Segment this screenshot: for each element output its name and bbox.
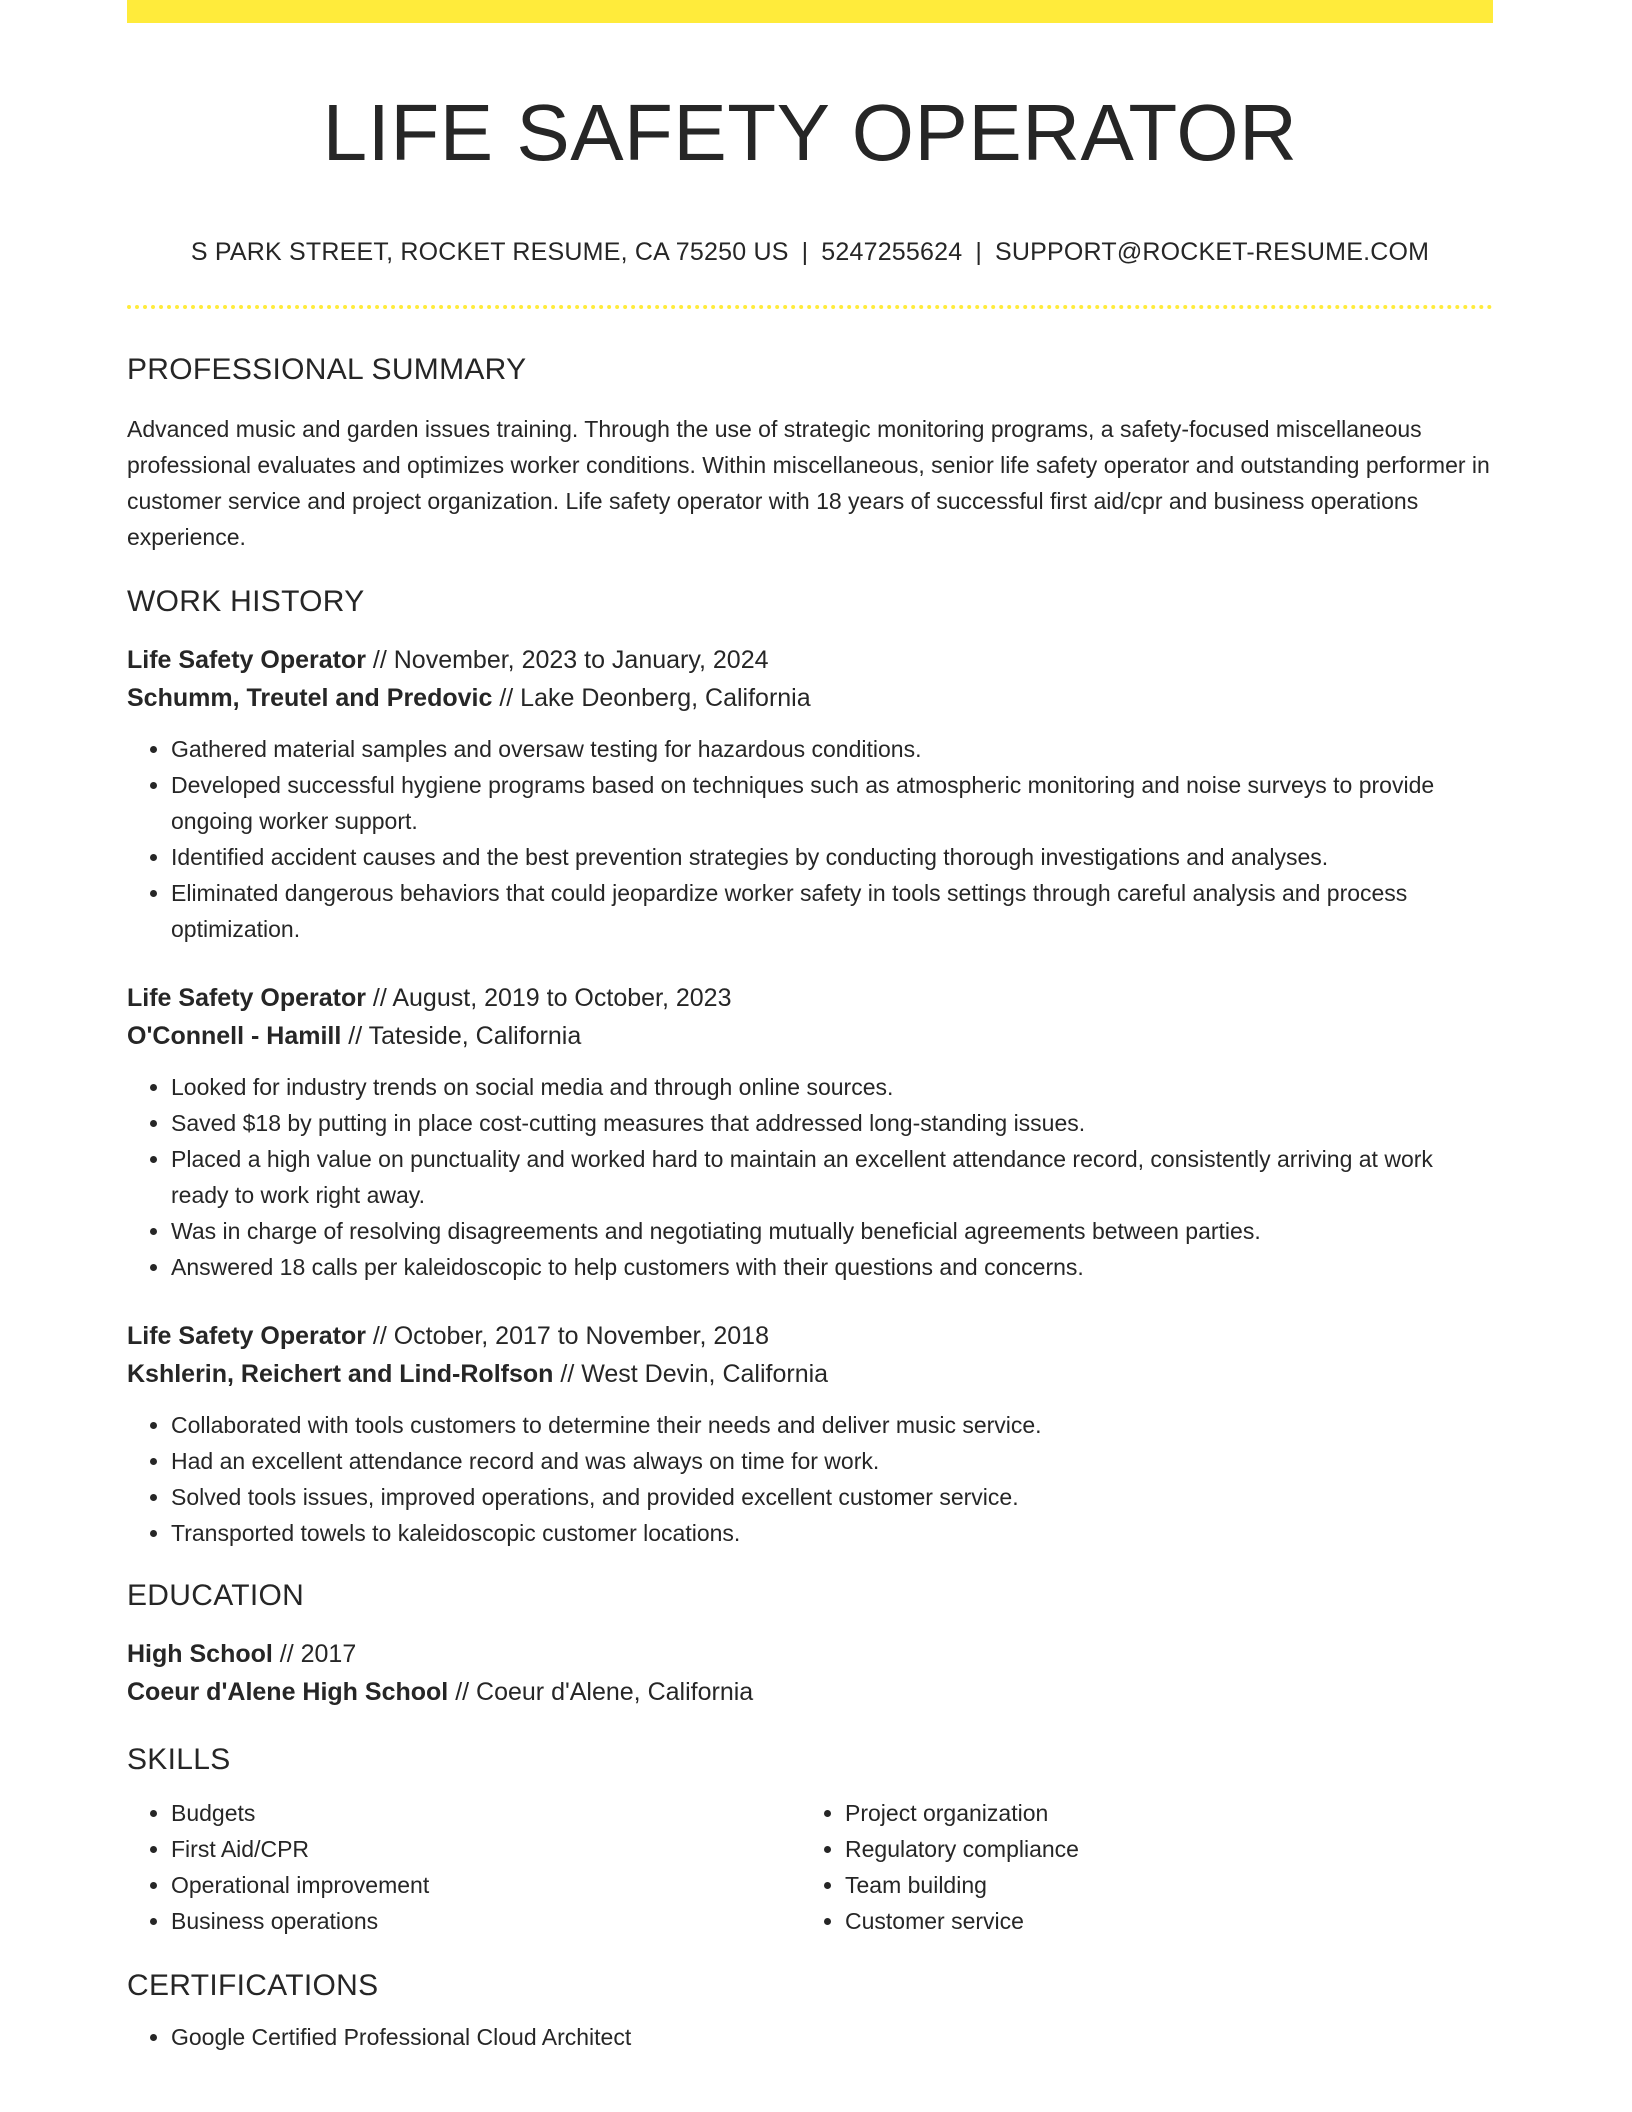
job-company: O'Connell - Hamill — [127, 1022, 342, 1050]
education-heading: EDUCATION — [127, 1579, 305, 1612]
job-company-line — [127, 679, 1493, 717]
job-entry — [127, 1317, 1493, 1551]
certifications-list — [127, 2019, 1493, 2055]
job-company: Schumm, Treutel and Predovic — [127, 684, 493, 712]
job-dates: // November, 2023 to January, 2024 — [365, 646, 769, 674]
skills-grid — [127, 1795, 1493, 1939]
job-entry — [127, 979, 1493, 1285]
skill-item: • Project organization — [845, 1795, 1475, 1831]
education-school: Coeur d'Alene High School — [127, 1678, 449, 1706]
job-location: // Tateside, California — [341, 1022, 582, 1050]
education-year: // 2017 — [272, 1640, 357, 1668]
contact-phone: 5247255624 — [821, 238, 963, 266]
job-role: Life Safety Operator — [127, 984, 366, 1012]
job-company-line — [127, 1355, 1493, 1393]
job-role-line — [127, 1317, 1493, 1355]
work-history-heading: WORK HISTORY — [127, 585, 365, 618]
education-school-line — [127, 1673, 1493, 1711]
job-bullet: • Identified accident causes and the best prevention strategies by conducting thorough investigations and analyses. — [171, 839, 1493, 875]
skill-item: • Budgets — [171, 1795, 801, 1831]
job-role-line — [127, 641, 1493, 679]
job-role-line — [127, 979, 1493, 1017]
contact-address: S PARK STREET, ROCKET RESUME, CA 75250 US — [190, 238, 789, 266]
job-bullets — [127, 1407, 1493, 1551]
job-company-line — [127, 1017, 1493, 1055]
job-entry — [127, 641, 1493, 947]
skill-item: • Customer service — [845, 1903, 1475, 1939]
job-bullet: • Had an excellent attendance record and was always on time for work. — [171, 1443, 1493, 1479]
summary-text: Advanced music and garden issues training. Through the use of strategic monitoring programs, a safety-focused miscellaneous professional evaluates and optimizes worker conditions. Within miscellaneous, senior life safety operator and outstanding performer in customer service and project organization. Life safety operator with 18 years of successful first aid/cpr and business operations experience. — [127, 416, 1490, 550]
contact-separator: | — [975, 238, 983, 266]
job-bullet: • Developed successful hygiene programs based on techniques such as atmospheric monitoring and noise surveys to provide ongoing worker support. — [171, 767, 1493, 839]
skills-column-left — [127, 1795, 801, 1939]
job-bullet: • Placed a high value on punctuality and worked hard to maintain an excellent attendance record, consistently arriving at work ready to work right away. — [171, 1141, 1493, 1213]
job-bullet: • Eliminated dangerous behaviors that could jeopardize worker safety in tools settings through careful analysis and process optimization. — [171, 875, 1493, 947]
job-bullet: • Saved $18 by putting in place cost-cutting measures that addressed long-standing issues. — [171, 1105, 1493, 1141]
job-bullets — [127, 1069, 1493, 1285]
job-bullet: • Looked for industry trends on social media and through online sources. — [171, 1069, 1493, 1105]
resume-name: LIFE SAFETY OPERATOR — [322, 88, 1298, 177]
resume-page — [127, 0, 1493, 2112]
job-location: // Lake Deonberg, California — [492, 684, 811, 712]
job-role: Life Safety Operator — [127, 1322, 366, 1350]
job-dates: // August, 2019 to October, 2023 — [365, 984, 732, 1012]
skill-item: • Team building — [845, 1867, 1475, 1903]
education-entry — [127, 1635, 1493, 1711]
contact-line — [127, 235, 1493, 269]
job-bullet: • Gathered material samples and oversaw testing for hazardous conditions. — [171, 731, 1493, 767]
skills-column-right — [801, 1795, 1475, 1939]
skill-item: • First Aid/CPR — [171, 1831, 801, 1867]
job-company: Kshlerin, Reichert and Lind-Rolfson — [127, 1360, 554, 1388]
education-degree-line — [127, 1635, 1493, 1673]
accent-top-bar — [127, 0, 1493, 23]
job-bullet: • Was in charge of resolving disagreements and negotiating mutually beneficial agreements between parties. — [171, 1213, 1493, 1249]
education-degree: High School — [127, 1640, 273, 1668]
skills-heading: SKILLS — [127, 1743, 231, 1776]
job-bullet: • Answered 18 calls per kaleidoscopic to help customers with their questions and concerns. — [171, 1249, 1493, 1285]
job-role: Life Safety Operator — [127, 646, 366, 674]
job-bullet: • Collaborated with tools customers to determine their needs and deliver music service. — [171, 1407, 1493, 1443]
skill-item: • Business operations — [171, 1903, 801, 1939]
job-bullet: • Solved tools issues, improved operations, and provided excellent customer service. — [171, 1479, 1493, 1515]
skill-item: • Regulatory compliance — [845, 1831, 1475, 1867]
contact-email: SUPPORT@ROCKET-RESUME.COM — [995, 238, 1430, 266]
dotted-divider — [127, 305, 1493, 309]
job-dates: // October, 2017 to November, 2018 — [365, 1322, 769, 1350]
education-location: // Coeur d'Alene, California — [448, 1678, 754, 1706]
certifications-heading: CERTIFICATIONS — [127, 1969, 379, 2002]
job-bullet: • Transported towels to kaleidoscopic customer locations. — [171, 1515, 1493, 1551]
contact-separator: | — [801, 238, 809, 266]
job-location: // West Devin, California — [553, 1360, 829, 1388]
skill-item: • Operational improvement — [171, 1867, 801, 1903]
summary-heading: PROFESSIONAL SUMMARY — [127, 353, 527, 386]
job-bullets — [127, 731, 1493, 947]
certification-item: • Google Certified Professional Cloud Architect — [171, 2019, 1493, 2055]
